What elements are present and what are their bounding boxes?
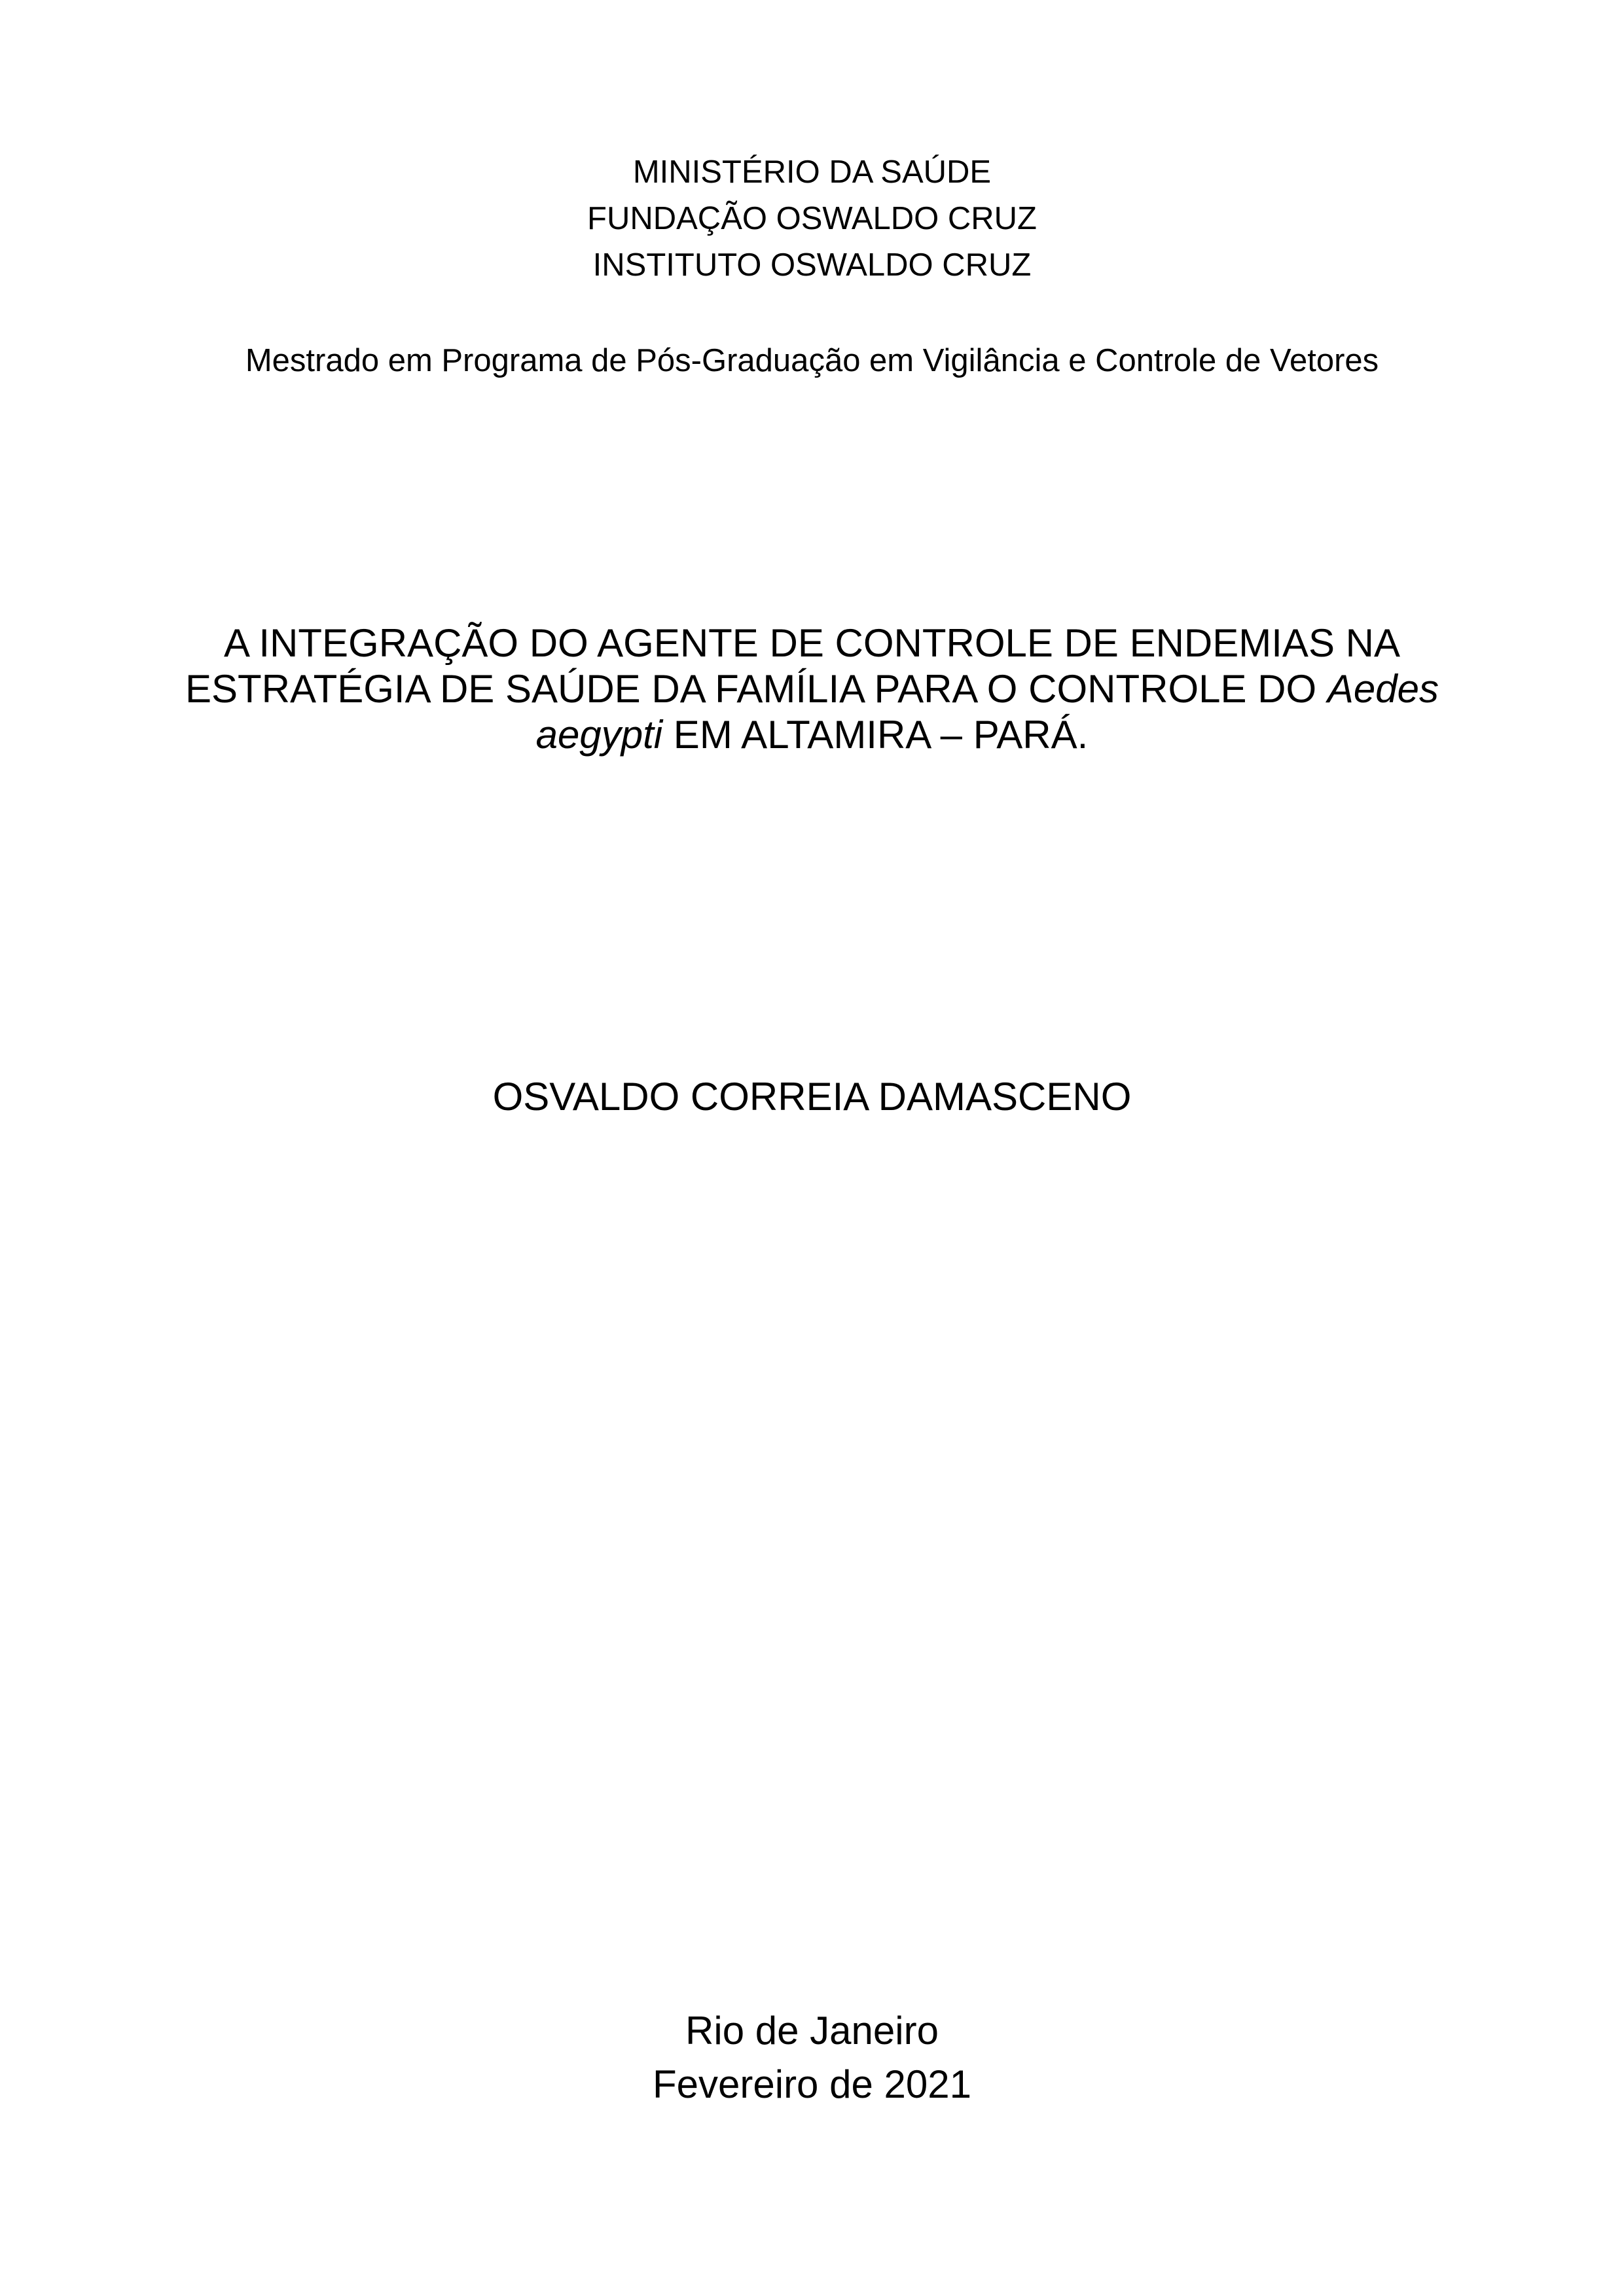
institution-header — [0, 149, 1624, 289]
footer-block — [0, 2004, 1624, 2111]
thesis-title — [0, 620, 1624, 758]
title-species-epithet: aegypti — [535, 713, 663, 757]
title-line-3-text: EM ALTAMIRA – PARÁ. — [662, 713, 1089, 757]
program-name: Mestrado em Programa de Pós-Graduação em Vigilância e Controle de Vetores — [245, 343, 1379, 378]
title-line-1: A INTEGRAÇÃO DO AGENTE DE CONTROLE DE ENDEMIAS NA — [224, 621, 1400, 665]
publication-date: Fevereiro de 2021 — [653, 2062, 971, 2106]
author-name: OSVALDO CORREIA DAMASCENO — [492, 1075, 1132, 1119]
city-name: Rio de Janeiro — [685, 2009, 939, 2053]
ministry-name: MINISTÉRIO DA SAÚDE — [632, 154, 992, 190]
title-species-genus: Aedes — [1327, 667, 1439, 711]
title-line-3 — [0, 712, 1624, 758]
foundation-name: FUNDAÇÃO OSWALDO CRUZ — [587, 201, 1037, 236]
title-line-2-text: ESTRATÉGIA DE SAÚDE DA FAMÍLIA PARA O CONTROLE DO — [185, 667, 1327, 711]
institute-name: INSTITUTO OSWALDO CRUZ — [592, 247, 1032, 283]
title-line-2 — [0, 666, 1624, 712]
